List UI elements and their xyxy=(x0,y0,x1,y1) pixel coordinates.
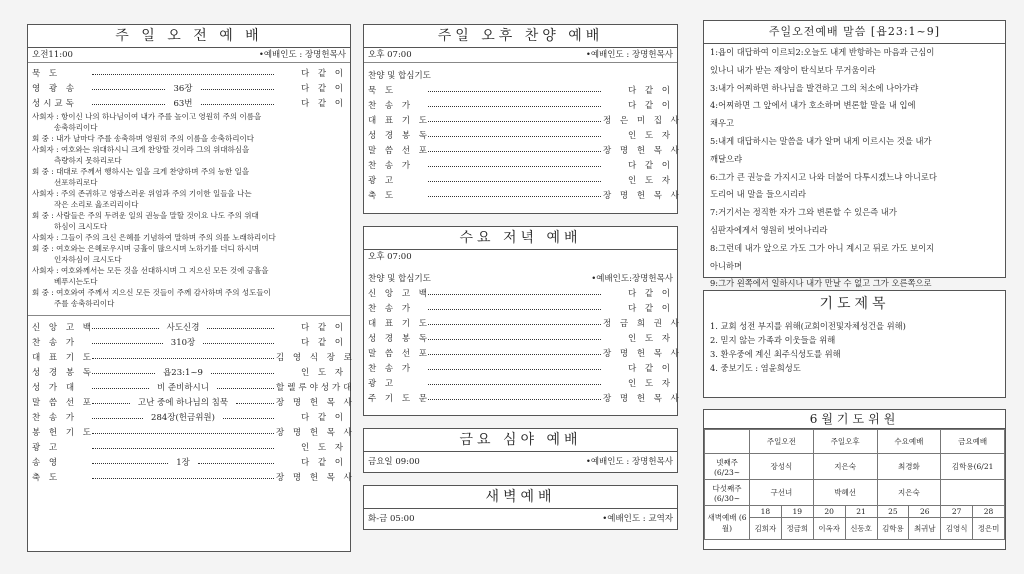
dot-leader xyxy=(201,89,274,90)
order-row xyxy=(28,379,355,394)
order-leader: 장 명 헌 목 사 xyxy=(603,190,682,201)
order-row xyxy=(364,142,682,157)
responsive-line: 사회자 : 항이신 나의 하나님이여 내가 주를 높이고 영원히 주의 이름을 xyxy=(32,112,262,121)
dot-leader xyxy=(428,136,601,137)
order-leader: 장 명 헌 목 사 xyxy=(603,145,682,156)
order-leader: 인 도 자 xyxy=(627,333,673,344)
dawn-header xyxy=(364,509,677,529)
responsive-line: 작은 소리로 읊조리리이다 xyxy=(54,200,139,209)
dot-leader xyxy=(201,104,274,105)
committee-cell: 박혜선 xyxy=(813,480,877,506)
scripture-line: 7:거기서는 정직한 자가 그와 변론할 수 있은즉 내가 xyxy=(710,207,897,218)
order-detail: 1장 xyxy=(170,456,196,468)
scripture-line: 8:그런데 내가 앞으로 가도 그가 아니 계시고 뒤로 가도 보이지 xyxy=(710,242,935,253)
order-label: 대 표 기 도 xyxy=(368,318,430,329)
responsive-line: 주를 송축하리이다 xyxy=(54,299,115,308)
friday-service-panel xyxy=(363,428,678,473)
dot-leader xyxy=(92,328,159,329)
order-leader: 다 같 이 xyxy=(300,412,347,423)
dot-leader xyxy=(428,384,601,385)
responsive-line: 회 중 : 여호와여 주께서 지으신 모든 것들이 주께 감사하며 주의 성도들이 xyxy=(32,288,271,297)
dot-leader xyxy=(207,328,274,329)
dawn-name: 김희자 xyxy=(750,518,782,540)
responsive-line: 측량하지 못하리로다 xyxy=(54,156,122,165)
order-label: 성시교독 xyxy=(32,98,77,109)
row-label: 다섯째주 (6/30~ xyxy=(705,480,750,506)
dot-leader xyxy=(92,89,165,90)
order-label: 대 표 기 도 xyxy=(368,115,430,126)
dot-leader xyxy=(92,74,274,75)
dawn-name: 이옥자 xyxy=(813,518,845,540)
dawn-preacher: •예배인도 : 교역자 xyxy=(602,514,673,524)
committee-header: 주일오후 xyxy=(813,430,877,454)
order-detail: 36장 xyxy=(167,82,198,94)
dot-leader xyxy=(92,433,274,434)
dawn-date: 21 xyxy=(845,506,877,518)
order-detail: 고난 중에 하나님의 침묵 xyxy=(132,396,234,408)
order-row xyxy=(28,424,355,439)
dot-leader xyxy=(428,106,601,107)
dot-leader xyxy=(428,151,601,152)
friday-title: 금요 심야 예배 xyxy=(364,429,677,452)
order-label: 찬 송 가 xyxy=(32,337,78,348)
responsive-line: 회 중 : 내가 날마다 주를 송축하며 영원히 주의 이름을 송축하리이다 xyxy=(32,134,254,143)
order-row xyxy=(28,80,350,95)
dot-leader xyxy=(428,294,601,295)
prayer-item: 3. 환우중에 계신 최주식성도를 위해 xyxy=(710,349,841,359)
afternoon-preacher: •예배인도 : 장명헌목사 xyxy=(585,50,673,60)
dot-leader xyxy=(203,343,274,344)
order-label: 영 광 송 xyxy=(32,83,78,94)
dot-leader xyxy=(428,339,601,340)
order-leader: 정 은 미 집 사 xyxy=(603,115,682,126)
order-label: 찬 송 가 xyxy=(368,363,414,374)
dot-leader xyxy=(428,166,601,167)
dawn-name: 정금희 xyxy=(781,518,813,540)
afternoon-time: 오후 07:00 xyxy=(368,50,412,60)
dawn-date: 25 xyxy=(877,506,909,518)
afternoon-title: 주일 오후 찬양 예배 xyxy=(364,25,677,48)
order-label: 주 기 도 문 xyxy=(368,393,430,404)
responsive-line: 인자하심이 크시도다 xyxy=(54,255,122,264)
order-label: 말 씀 선 포 xyxy=(32,397,94,408)
order-leader: 장 명 헌 목 사 xyxy=(276,397,355,408)
order-label: 찬 송 가 xyxy=(368,100,414,111)
order-leader: 다 같 이 xyxy=(627,85,673,96)
order-leader: 다 같 이 xyxy=(627,100,673,111)
morning-time: 오전11:00 xyxy=(32,50,73,60)
dot-leader xyxy=(92,343,163,344)
dot-leader xyxy=(428,354,601,355)
prayer-panel xyxy=(703,290,1006,398)
order-leader: 인 도 자 xyxy=(627,175,673,186)
committee-panel xyxy=(703,409,1006,550)
responsive-line: 회 중 : 사람들은 주의 두려운 일의 권능을 말할 것이요 나도 주의 위대 xyxy=(32,211,259,220)
order-row xyxy=(28,364,350,379)
dot-leader xyxy=(236,403,274,404)
dot-leader xyxy=(211,373,274,374)
morning-preacher: •예배인도 : 장명헌목사 xyxy=(258,50,346,60)
order-label: 말 씀 선 포 xyxy=(368,348,430,359)
scripture-panel xyxy=(703,20,1006,289)
order-row xyxy=(364,285,677,300)
morning-service-panel xyxy=(27,24,355,552)
dawn-time: 화-금 05:00 xyxy=(368,514,415,524)
dot-leader xyxy=(428,399,601,400)
dawn-name: 최귀남 xyxy=(909,518,941,540)
dawn-date: 19 xyxy=(781,506,813,518)
order-row xyxy=(364,360,677,375)
order-label: 광 고 xyxy=(368,378,397,389)
order-leader: 다 같 이 xyxy=(300,337,346,348)
order-row xyxy=(364,112,682,127)
order-row xyxy=(364,390,682,405)
dawn-date: 26 xyxy=(909,506,941,518)
order-label: 성 경 봉 독 xyxy=(368,130,430,141)
dot-leader xyxy=(92,448,274,449)
order-row xyxy=(28,454,350,469)
wednesday-intro: 찬양 및 합심기도 •예배인도:장명헌목사 xyxy=(368,273,673,284)
scripture-line: 깨달으랴 xyxy=(710,153,743,164)
afternoon-service-panel xyxy=(363,24,682,214)
dot-leader xyxy=(92,388,149,389)
afternoon-header xyxy=(364,48,677,63)
order-label: 신 앙 고 백 xyxy=(368,288,430,299)
dot-leader xyxy=(428,324,601,325)
order-row xyxy=(364,127,677,142)
order-label: 대 표 기 도 xyxy=(32,352,94,363)
responsive-line: 사회자 : 여호와께서는 모든 것을 선대하시며 그 지으신 모든 것에 긍휼을 xyxy=(32,266,269,275)
dot-leader xyxy=(428,121,601,122)
dot-leader xyxy=(92,373,155,374)
scripture-line: 9:그가 왼쪽에서 일하시나 내가 만날 수 없고 그가 오른쪽으로 xyxy=(710,278,932,289)
scripture-text xyxy=(704,44,1005,311)
responsive-line: 하심이 크시도다 xyxy=(54,222,108,231)
dot-leader xyxy=(428,309,601,310)
morning-title: 주 일 오 전 예 배 xyxy=(28,25,350,48)
order-row xyxy=(28,95,350,110)
wednesday-header xyxy=(364,250,677,264)
wednesday-title: 수요 저녁 예배 xyxy=(364,227,677,250)
order-leader: 인 도 자 xyxy=(300,367,346,378)
scripture-line: 채우고 xyxy=(710,118,735,129)
afternoon-order xyxy=(364,82,682,202)
dawn-name: 김학용 xyxy=(877,518,909,540)
order-row xyxy=(364,345,682,360)
order-row xyxy=(364,172,677,187)
dot-leader xyxy=(428,369,601,370)
dawn-name: 정은미 xyxy=(973,518,1005,540)
committee-cell: 구선녀 xyxy=(750,480,814,506)
order-row xyxy=(28,349,355,364)
morning-order-top xyxy=(28,65,350,110)
order-label: 찬 송 가 xyxy=(368,303,414,314)
scripture-line: 4:어찌하면 그 앞에서 내가 호소하며 변론할 말을 내 입에 xyxy=(710,100,916,111)
order-leader: 인 도 자 xyxy=(300,442,346,453)
afternoon-intro: 찬양 및 합심기도 xyxy=(368,70,431,81)
order-leader: 김 영 식 장 로 xyxy=(276,352,355,363)
order-row xyxy=(364,375,677,390)
committee-cell: 지은숙 xyxy=(877,480,941,506)
dot-leader xyxy=(217,388,274,389)
scripture-line: 5:내게 대답하시는 말씀을 내가 알며 내게 이르시는 것을 내가 xyxy=(710,135,932,146)
order-leader: 다 같 이 xyxy=(627,288,673,299)
dot-leader xyxy=(428,181,601,182)
order-label: 봉 헌 기 도 xyxy=(32,427,94,438)
order-row xyxy=(28,334,350,349)
order-row xyxy=(364,330,677,345)
order-leader: 장 명 헌 목 사 xyxy=(603,393,682,404)
dawn-date: 28 xyxy=(973,506,1005,518)
order-label: 성 경 봉 독 xyxy=(32,367,94,378)
order-label: 신 앙 고 백 xyxy=(32,322,94,333)
order-detail: 비 준비하시니 xyxy=(151,381,215,393)
order-label: 축 도 xyxy=(32,472,61,483)
dawn-date: 27 xyxy=(941,506,973,518)
order-row xyxy=(364,315,682,330)
scripture-line: 도리어 내 말을 들으시리라 xyxy=(710,189,807,200)
row-label: 새벽예배 (6월) xyxy=(705,506,750,540)
order-detail: 284장(헌금위원) xyxy=(145,411,221,423)
order-label: 송 영 xyxy=(32,457,61,468)
order-leader: 다 같 이 xyxy=(300,457,346,468)
order-row xyxy=(28,65,350,80)
order-label: 축 도 xyxy=(368,190,397,201)
order-leader: 인 도 자 xyxy=(627,378,673,389)
friday-preacher: •예배인도 : 장명헌목사 xyxy=(585,457,673,467)
committee-table xyxy=(704,429,1005,540)
order-row xyxy=(364,82,677,97)
committee-header: 수요예배 xyxy=(877,430,941,454)
committee-cell: 지은숙 xyxy=(813,454,877,480)
dot-leader xyxy=(92,403,130,404)
order-label: 성 경 봉 독 xyxy=(368,333,430,344)
dot-leader xyxy=(92,463,168,464)
dawn-name: 신동호 xyxy=(845,518,877,540)
committee-cell: 장성식 xyxy=(750,454,814,480)
order-label: 성 가 대 xyxy=(32,382,78,393)
order-label: 묵 도 xyxy=(368,85,397,96)
order-row xyxy=(28,319,350,334)
responsive-line: 사회자 : 그들이 주의 크신 은혜를 기념하여 말하며 주의 의를 노래하리이다 xyxy=(32,233,276,242)
order-detail: 욥23:1~9 xyxy=(157,366,209,378)
dawn-service-panel xyxy=(363,485,678,530)
dawn-date: 20 xyxy=(813,506,845,518)
order-leader: 장 명 헌 목 사 xyxy=(603,348,682,359)
scripture-title: 주일오전예배 말씀 [욥23:1~9] xyxy=(704,21,1005,44)
friday-time: 금요일 09:00 xyxy=(368,457,420,467)
wednesday-service-panel xyxy=(363,226,682,416)
dot-leader xyxy=(92,478,274,479)
order-leader: 장 명 헌 목 사 xyxy=(276,472,355,483)
prayer-item: 2. 믿지 않는 가족과 이웃들을 위해 xyxy=(710,335,836,345)
dot-leader xyxy=(92,104,165,105)
order-row xyxy=(364,157,677,172)
order-row xyxy=(364,187,682,202)
order-detail: 사도신경 xyxy=(161,321,206,333)
wednesday-order xyxy=(364,285,682,405)
committee-header: 금요예배 xyxy=(941,430,1005,454)
dot-leader xyxy=(92,358,274,359)
order-label: 말 씀 선 포 xyxy=(368,145,430,156)
committee-cell: 김학용(6/21 xyxy=(941,454,1005,480)
committee-header: 주일오전 xyxy=(750,430,814,454)
order-label: 찬 송 가 xyxy=(368,160,414,171)
order-leader: 다 같 이 xyxy=(300,83,346,94)
scripture-line: 있나니 내가 받는 재앙이 탄식보다 무거움이라 xyxy=(710,64,876,75)
order-row xyxy=(28,394,355,409)
dawn-date: 18 xyxy=(750,506,782,518)
scripture-line: 3:내가 어찌하면 하나님을 발견하고 그의 처소에 나아가랴 xyxy=(710,82,919,93)
order-label: 찬 송 가 xyxy=(32,412,78,423)
morning-header xyxy=(28,48,350,63)
order-detail: 310장 xyxy=(165,336,201,348)
order-leader: 다 같 이 xyxy=(300,322,347,333)
scripture-line: 심판자에게서 영원히 벗어나리라 xyxy=(710,224,828,235)
order-leader: 다 같 이 xyxy=(627,303,673,314)
order-row xyxy=(364,300,677,315)
dot-leader xyxy=(198,463,274,464)
dot-leader xyxy=(92,418,143,419)
order-leader: 할렐루야성가대 xyxy=(276,382,355,393)
prayer-list xyxy=(704,317,1005,377)
responsive-line: 회 중 : 여호와는 은혜로우시며 긍휼이 많으시며 노하기를 더디 하시며 xyxy=(32,244,259,253)
responsive-line: 선포하리로다 xyxy=(54,178,98,187)
scripture-line: 1:욥이 대답하여 이르되2:오늘도 내게 반항하는 마음과 근심이 xyxy=(710,47,935,57)
order-row xyxy=(28,469,355,484)
responsive-line: 회 중 : 대대로 주께서 행하시는 일을 크게 찬양하며 주의 능한 일을 xyxy=(32,167,250,176)
order-leader: 다 같 이 xyxy=(627,160,673,171)
order-leader: 정 금 희 권 사 xyxy=(603,318,682,329)
dawn-name: 김영식 xyxy=(941,518,973,540)
responsive-reading xyxy=(28,110,350,310)
order-row xyxy=(364,97,677,112)
order-leader: 다 같 이 xyxy=(300,98,346,109)
wednesday-time: 오후 07:00 xyxy=(368,252,412,262)
order-label: 광 고 xyxy=(368,175,397,186)
scripture-line: 6:그가 큰 권능을 가지시고 나와 더불어 다투시겠느냐 아니로다 xyxy=(710,171,937,182)
order-label: 광 고 xyxy=(32,442,61,453)
friday-header xyxy=(364,452,677,472)
scripture-line: 아니하며 xyxy=(710,260,743,271)
responsive-line: 송축하리이다 xyxy=(54,123,98,132)
dot-leader xyxy=(428,91,601,92)
row-label: 넷째주 (6/23~ xyxy=(705,454,750,480)
order-label: 묵 도 xyxy=(32,68,61,79)
dawn-title: 새벽예배 xyxy=(364,486,677,509)
dot-leader xyxy=(223,418,274,419)
responsive-line: 사회자 : 주의 존귀하고 영광스러운 위엄과 주의 기이한 일들을 나는 xyxy=(32,189,252,198)
committee-cell: 최경화 xyxy=(877,454,941,480)
order-row xyxy=(28,409,350,424)
order-leader: 인 도 자 xyxy=(627,130,673,141)
responsive-line: 베푸시는도다 xyxy=(54,277,98,286)
order-leader: 다 같 이 xyxy=(300,68,346,79)
committee-title: 6월기도위원 xyxy=(704,410,1005,429)
order-row xyxy=(28,439,350,454)
dot-leader xyxy=(428,196,601,197)
committee-cell xyxy=(941,480,1005,506)
prayer-title: 기도제목 xyxy=(819,296,890,312)
order-detail: 63번 xyxy=(167,97,198,109)
prayer-item: 1. 교회 성전 부지를 위해(교회이전및자체성건을 위해) xyxy=(710,321,906,331)
order-leader: 다 같 이 xyxy=(627,363,673,374)
order-leader: 장 명 헌 목 사 xyxy=(276,427,355,438)
responsive-line: 사회자 : 여호와는 위대하시니 크게 찬양할 것이라 그의 위대하심을 xyxy=(32,145,250,154)
prayer-item: 4. 중보기도 : 염윤희성도 xyxy=(710,363,801,373)
morning-order-bottom xyxy=(28,319,355,484)
